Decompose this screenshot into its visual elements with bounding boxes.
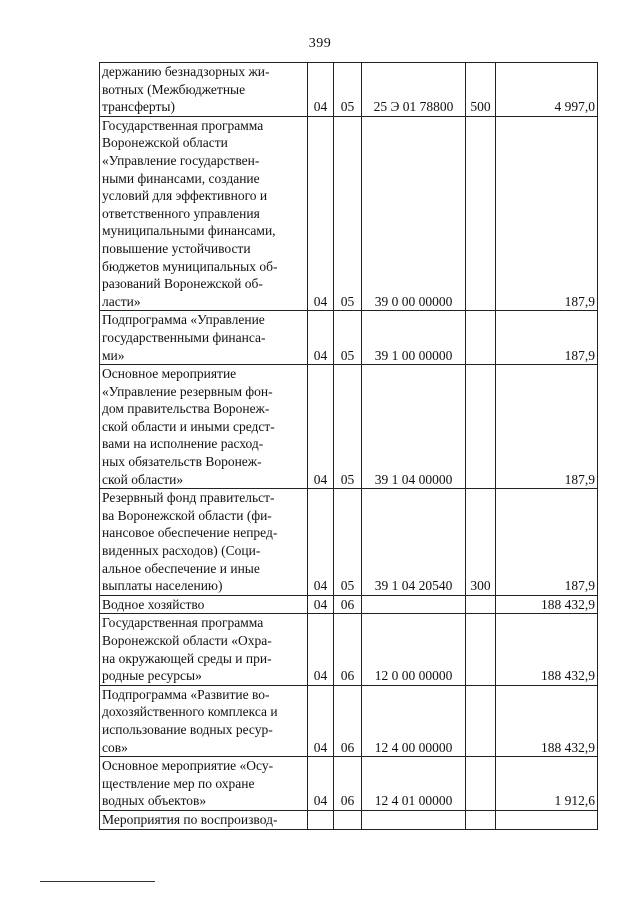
expense-type-code — [466, 810, 496, 829]
subsection-code: 06 — [334, 614, 362, 685]
table-row — [100, 116, 598, 311]
row-name: Водное хозяйство — [100, 595, 308, 614]
section-code: 04 — [308, 63, 334, 117]
amount: 1 912,6 — [496, 757, 598, 811]
expense-type-code — [466, 685, 496, 756]
table-row — [100, 489, 598, 596]
target-article-code: 39 1 04 00000 — [362, 365, 466, 489]
table-row — [100, 614, 598, 685]
target-article-code: 12 4 01 00000 — [362, 757, 466, 811]
table-row — [100, 685, 598, 756]
row-name: Основное мероприятие «Управление резервным фон- дом правительства Воронеж- ской области и иными средст- вами на исполнение расход- ных обязательств Воронеж- ской области» — [100, 365, 308, 489]
amount: 187,9 — [496, 116, 598, 311]
target-article-code: 25 Э 01 78800 — [362, 63, 466, 117]
target-article-code: 39 1 04 20540 — [362, 489, 466, 596]
row-name: Основное мероприятие «Осу- ществление мер по охране водных объектов» — [100, 757, 308, 811]
row-name: держанию безнадзорных жи- вотных (Межбюджетные трансферты) — [100, 63, 308, 117]
expense-type-code — [466, 614, 496, 685]
section-code: 04 — [308, 116, 334, 311]
subsection-code: 06 — [334, 595, 362, 614]
table-row — [100, 365, 598, 489]
target-article-code: 39 1 00 00000 — [362, 311, 466, 365]
amount: 188 432,9 — [496, 614, 598, 685]
page-number: 399 — [308, 36, 332, 51]
expense-type-code: 500 — [466, 63, 496, 117]
subsection-code: 05 — [334, 365, 362, 489]
row-name: Мероприятия по воспроизвод- — [100, 810, 308, 829]
subsection-code: 05 — [334, 63, 362, 117]
amount: 187,9 — [496, 489, 598, 596]
table-row — [100, 810, 598, 829]
expense-type-code — [466, 365, 496, 489]
amount — [496, 810, 598, 829]
section-code: 04 — [308, 489, 334, 596]
section-code: 04 — [308, 311, 334, 365]
row-name: Государственная программа Воронежской области «Охра- на окружающей среды и при- родные ресурсы» — [100, 614, 308, 685]
target-article-code: 39 0 00 00000 — [362, 116, 466, 311]
amount: 4 997,0 — [496, 63, 598, 117]
table-row — [100, 757, 598, 811]
section-code: 04 — [308, 685, 334, 756]
row-name: Государственная программа Воронежской области «Управление государствен- ными финансами, создание условий для эффективного и ответственного управления муниципальными финансами, повышение устойчивости бюджетов муниципальных об- разований Воронежской об- ласти» — [100, 116, 308, 311]
table-row — [100, 63, 598, 117]
subsection-code: 06 — [334, 757, 362, 811]
table-row — [100, 595, 598, 614]
expense-type-code — [466, 116, 496, 311]
section-code: 04 — [308, 757, 334, 811]
target-article-code: 12 4 00 00000 — [362, 685, 466, 756]
target-article-code: 12 0 00 00000 — [362, 614, 466, 685]
section-code: 04 — [308, 614, 334, 685]
footnote-divider — [40, 881, 155, 882]
expense-type-code — [466, 311, 496, 365]
amount: 187,9 — [496, 311, 598, 365]
expense-type-code — [466, 757, 496, 811]
subsection-code: 05 — [334, 311, 362, 365]
expense-type-code — [466, 595, 496, 614]
subsection-code: 05 — [334, 116, 362, 311]
subsection-code: 06 — [334, 685, 362, 756]
row-name: Подпрограмма «Развитие во- дохозяйственного комплекса и использование водных ресур- сов» — [100, 685, 308, 756]
subsection-code: 05 — [334, 489, 362, 596]
amount: 187,9 — [496, 365, 598, 489]
section-code: 04 — [308, 365, 334, 489]
section-code — [308, 810, 334, 829]
row-name: Подпрограмма «Управление государственными финанса- ми» — [100, 311, 308, 365]
section-code: 04 — [308, 595, 334, 614]
amount: 188 432,9 — [496, 685, 598, 756]
row-name: Резервный фонд правительст- ва Воронежской области (фи- нансовое обеспечение непред- виденных расходов) (Соци- альное обеспечение и иные выплаты населению) — [100, 489, 308, 596]
expense-type-code: 300 — [466, 489, 496, 596]
table-row — [100, 311, 598, 365]
budget-table — [99, 62, 598, 830]
target-article-code — [362, 810, 466, 829]
target-article-code — [362, 595, 466, 614]
amount: 188 432,9 — [496, 595, 598, 614]
subsection-code — [334, 810, 362, 829]
